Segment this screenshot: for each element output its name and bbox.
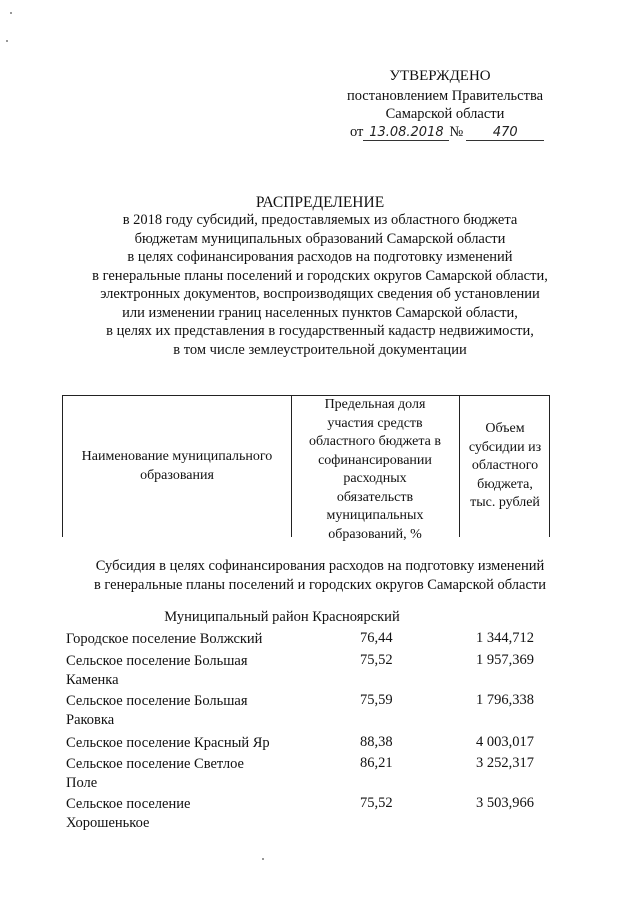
table-row-share: 75,52 [360, 795, 393, 811]
row-name-line: Хорошенькое [66, 815, 150, 831]
header-text: бюджета, [477, 476, 533, 492]
row-name-line: Сельское поселение Красный Яр [66, 735, 270, 751]
number-prefix: № [449, 124, 464, 140]
subtitle-line: бюджетам муниципальных образований Самарской области [134, 230, 506, 247]
table-row-name [66, 692, 296, 730]
row-name-line: Сельское поселение Светлое [66, 756, 244, 772]
subtitle-line: в 2018 году субсидий, предоставляемых из областного бюджета [122, 212, 518, 228]
scan-speck [10, 12, 12, 14]
table-row-name [66, 755, 296, 793]
header-text: Предельная доля [324, 397, 426, 412]
district-title: Муниципальный район Красноярский [164, 609, 400, 625]
table-row-name [66, 630, 296, 649]
table-row-sum: 1 796,338 [476, 692, 534, 708]
header-text: областного [471, 458, 539, 473]
row-name-line: Сельское поселение [66, 796, 191, 812]
header-text: обязательств [336, 489, 414, 505]
table-header [62, 395, 550, 542]
handwritten-date: 13.08.2018 [363, 125, 449, 141]
date-prefix: от [350, 124, 364, 140]
header-text: Наименование муниципального [81, 449, 273, 464]
table-row-share: 88,38 [360, 734, 393, 750]
header-text: образования [140, 467, 214, 483]
section-title [0, 557, 640, 595]
table-row-sum: 3 252,317 [476, 755, 534, 771]
header-text: участия средств [327, 415, 423, 431]
header-cell-sum [459, 396, 551, 537]
header-text: образований, % [328, 526, 422, 542]
subtitle-line: или изменении границ населенных пунктов Самарской области, [122, 304, 518, 321]
header-cell-name [63, 396, 292, 537]
header-text: Объем [485, 421, 525, 436]
table-row-share: 75,59 [360, 692, 393, 708]
header-text: муниципальных [326, 508, 424, 523]
row-name-line: Городское поселение Волжский [66, 631, 263, 647]
table-row-sum: 1 344,712 [476, 630, 534, 646]
document-subtitle [0, 211, 640, 359]
header-cell-share [291, 396, 460, 542]
document-title: РАСПРЕДЕЛЕНИЕ [255, 194, 385, 211]
header-text: субсидии из [468, 439, 542, 455]
row-name-line: Поле [66, 775, 98, 791]
table-row-share: 76,44 [360, 630, 393, 646]
approval-line-2: Самарской области [385, 106, 505, 122]
table-row-sum: 4 003,017 [476, 734, 534, 750]
table-row-share: 86,21 [360, 755, 393, 771]
row-name-line: Сельское поселение Большая [66, 653, 248, 669]
row-name-line: Сельское поселение Большая [66, 693, 248, 709]
approval-title: УТВЕРЖДЕНО [389, 68, 491, 84]
header-text: софинансировании [318, 452, 432, 468]
header-text: тыс. рублей [470, 495, 540, 510]
table-row-sum: 1 957,369 [476, 652, 534, 668]
subtitle-line: в целях их представления в государственный кадастр недвижимости, [106, 323, 534, 339]
subtitle-line: в том числе землеустроительной документации [173, 341, 467, 358]
table-row-sum: 3 503,966 [476, 795, 534, 811]
header-text: областного бюджета в [308, 434, 441, 449]
subtitle-line: электронных документов, воспроизводящих сведения об установлении [100, 286, 540, 302]
subtitle-line: в целях софинансирования расходов на подготовку изменений [127, 249, 513, 265]
table-row-name [66, 652, 296, 690]
approval-line-1: постановлением Правительства [346, 88, 544, 104]
section-line: в генеральные планы поселений и городских округов Самарской области [93, 577, 547, 593]
table-row-name [66, 734, 296, 753]
table-row-share: 75,52 [360, 652, 393, 668]
scan-speck [262, 858, 264, 860]
handwritten-number: 470 [466, 125, 544, 141]
approval-date-row [350, 124, 544, 141]
table-row-name [66, 795, 296, 833]
header-text: расходных [343, 471, 407, 486]
subtitle-line: в генеральные планы поселений и городских округов Самарской области, [92, 267, 548, 284]
row-name-line: Каменка [66, 672, 119, 688]
scan-speck [6, 40, 8, 42]
row-name-line: Раковка [66, 712, 115, 728]
section-line: Субсидия в целях софинансирования расходов на подготовку изменений [95, 558, 545, 574]
